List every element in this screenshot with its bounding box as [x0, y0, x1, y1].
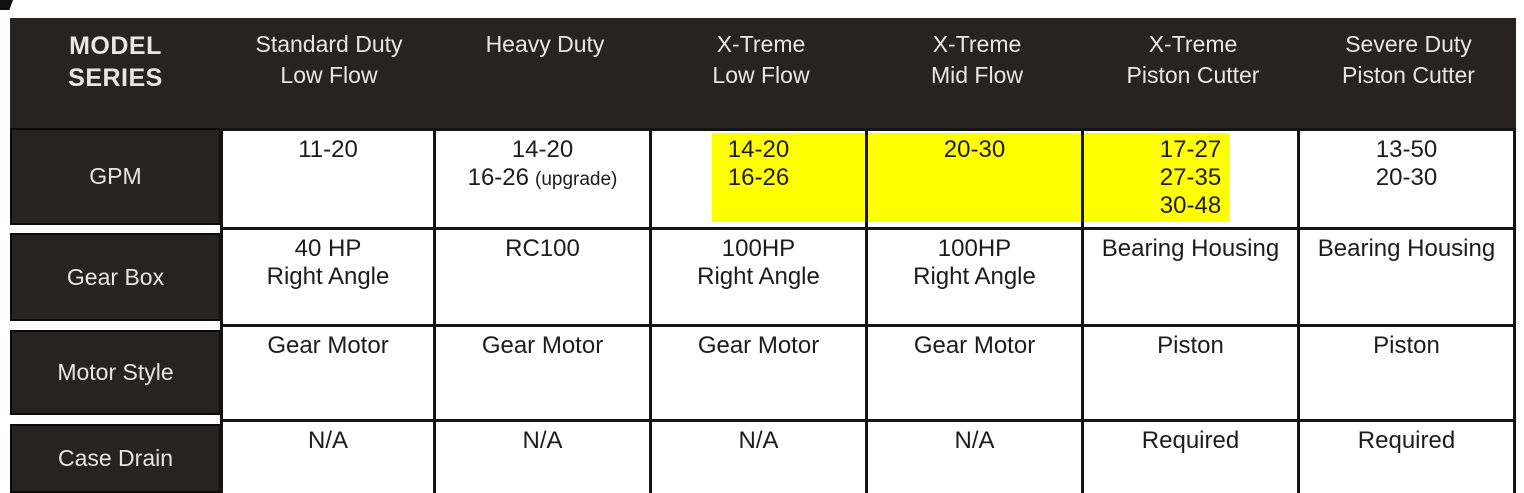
cell-gearbox-xtreme-low-flow: 100HP Right Angle [652, 230, 868, 327]
header-cell-xtreme-piston-cutter [1085, 18, 1301, 128]
crop-artifact [0, 0, 13, 10]
cell-motor-heavy-duty: Gear Motor [436, 327, 652, 422]
header-line: X-Treme [932, 31, 1022, 57]
header-line: Piston Cutter [1126, 62, 1260, 88]
table-body [220, 128, 1516, 493]
row-label-gear-box: Gear Box [10, 233, 221, 321]
header-line: X-Treme [1148, 31, 1238, 57]
row-label-gpm: GPM [10, 128, 221, 225]
cell-gearbox-heavy-duty: RC100 [436, 230, 652, 327]
cell-gpm-xtreme-mid-flow: 20-30 [868, 131, 1084, 230]
table-grid [223, 131, 1513, 493]
header-line: Low Flow [712, 62, 810, 88]
header-line: Severe Duty [1345, 31, 1472, 57]
header-line: Standard Duty [255, 31, 403, 57]
cell-casedrain-xtreme-mid-flow: N/A [868, 422, 1084, 493]
header-cell-severe-duty-piston-cutter [1301, 18, 1516, 128]
cell-gpm-severe-duty: 13-50 20-30 [1300, 131, 1513, 230]
cell-motor-xtreme-low-flow: Gear Motor [652, 327, 868, 422]
cell-gpm-heavy-duty: 14-20 16-26 (upgrade) [436, 131, 652, 230]
header-line: MODEL [69, 32, 162, 60]
header-line: SERIES [68, 64, 163, 92]
cell-motor-xtreme-mid-flow: Gear Motor [868, 327, 1084, 422]
header-cell-xtreme-mid-flow [869, 18, 1085, 128]
header-line: Heavy Duty [485, 31, 605, 57]
cell-gpm-standard-duty: 11-20 [223, 131, 436, 230]
header-line: Low Flow [280, 62, 378, 88]
header-cell-xtreme-low-flow [653, 18, 869, 128]
cell-casedrain-heavy-duty: N/A [436, 422, 652, 493]
upgrade-note: (upgrade) [535, 169, 618, 190]
cell-motor-severe-duty: Piston [1300, 327, 1513, 422]
cell-motor-standard-duty: Gear Motor [223, 327, 436, 422]
header-cell-heavy-duty [437, 18, 653, 128]
header-cell-model-series [10, 18, 221, 128]
cell-casedrain-xtreme-low-flow: N/A [652, 422, 868, 493]
header-line: Piston Cutter [1342, 62, 1475, 88]
table-header-row [10, 18, 1516, 128]
cell-gearbox-xtreme-piston-cutter: Bearing Housing [1084, 230, 1300, 327]
header-line: Mid Flow [930, 62, 1023, 88]
cell-gpm-xtreme-piston-cutter: 17-27 27-35 30-48 [1084, 131, 1300, 230]
row-label-case-drain: Case Drain [10, 424, 221, 493]
cell-gpm-xtreme-low-flow: 14-20 16-26 [652, 131, 868, 230]
row-label-motor-style: Motor Style [10, 330, 221, 415]
cell-motor-xtreme-piston-cutter: Piston [1084, 327, 1300, 422]
cell-casedrain-xtreme-piston-cutter: Required [1084, 422, 1300, 493]
cell-gearbox-standard-duty: 40 HP Right Angle [223, 230, 436, 327]
header-line: X-Treme [716, 31, 806, 57]
header-cell-standard-duty-low-flow [221, 18, 437, 128]
cell-casedrain-standard-duty: N/A [223, 422, 436, 493]
cell-casedrain-severe-duty: Required [1357, 427, 1456, 454]
cell-gearbox-xtreme-mid-flow: 100HP Right Angle [868, 230, 1084, 327]
cell-gearbox-severe-duty: Bearing Housing [1300, 230, 1513, 327]
